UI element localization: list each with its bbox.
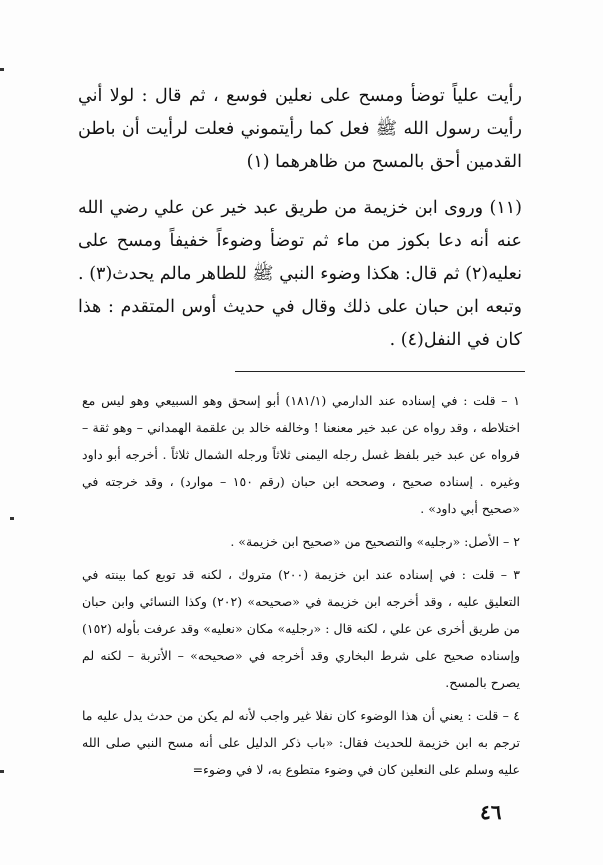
main-paragraph: رأيت علياً توضأ ومسح على نعلين فوسع ، ثم قال : لولا أني رأيت رسول الله ﷺ فعل كما رأيتموني فعلت لرأيت أن باطن القدمين أحق بالمسح من ظاهرهما (١)	[78, 86, 522, 172]
margin-mark-top	[0, 68, 4, 71]
page-number: ٤٦	[480, 800, 502, 824]
footnote: ١ – قلت : في إسناده عند الدارمي (١٨١/١) أبو إسحق وهو السبيعي وهو ليس مع اختلاطه ، وقد رواه عن عبد خير معنعنا ! وخالفه خالد بن علقمة الهمداني – وهو ثقة – فرواه عن عبد خير بلفظ غسل رجله اليمنى ثلاثاً ورجله الشمال ثلاثاً . أخرجه أبو داود وغيره . إسناده صحيح ، وصححه ابن حبان (رقم ١٥٠ – موارد) ، وقد خرجته في «صحيح أبي داود» .	[82, 393, 520, 516]
footnote: ٢ – الأصل: «رجليه» والتصحيح من «صحيح ابن خزيمة» .	[230, 534, 520, 549]
footnote-divider	[235, 371, 525, 372]
footnote: ٣ – قلت : في إسناده عند ابن خزيمة (٢٠٠) متروك ، لكنه قد توبع كما بينته في التعليق عليه ، وقد أخرجه ابن خزيمة في «صحيحه» (٢٠٢) وكذا النسائي وابن حبان من طريق أخرى عن علي ، لكنه قال : «رجليه» مكان «نعليه» وقد عرفت بأوله (١٥٢) وإسناده صحيح على شرط البخاري وقد أخرجه في «صحيحه» – الأتربة – لكنه لم يصرح بالمسح.	[82, 567, 520, 690]
footnote: ٤ – قلت : يعني أن هذا الوضوء كان نفلا غير واجب لأنه لم يكن من حدث يدل عليه ما ترجم به ابن خزيمة للحديث فقال: «باب ذكر الدليل على أنه مسح النبي صلى الله عليه وسلم على النعلين كان في وضوء متطوع به، لا في وضوء=	[82, 708, 520, 777]
footnotes	[82, 387, 520, 783]
main-text	[78, 80, 522, 357]
margin-mark-middle	[10, 517, 14, 520]
main-paragraph: (١١) وروى ابن خزيمة من طريق عبد خير عن علي رضي الله عنه أنه دعا بكوز من ماء ثم توضأ وضوءاً خفيفاً ومسح على نعليه(٢) ثم قال: هكذا وضوء النبي ﷺ للطاهر مالم يحدث(٣) . وتبعه ابن حبان على ذلك وقال في حديث أوس المتقدم : هذا كان في النفل(٤) .	[78, 198, 522, 350]
margin-mark-bottom	[0, 770, 4, 773]
